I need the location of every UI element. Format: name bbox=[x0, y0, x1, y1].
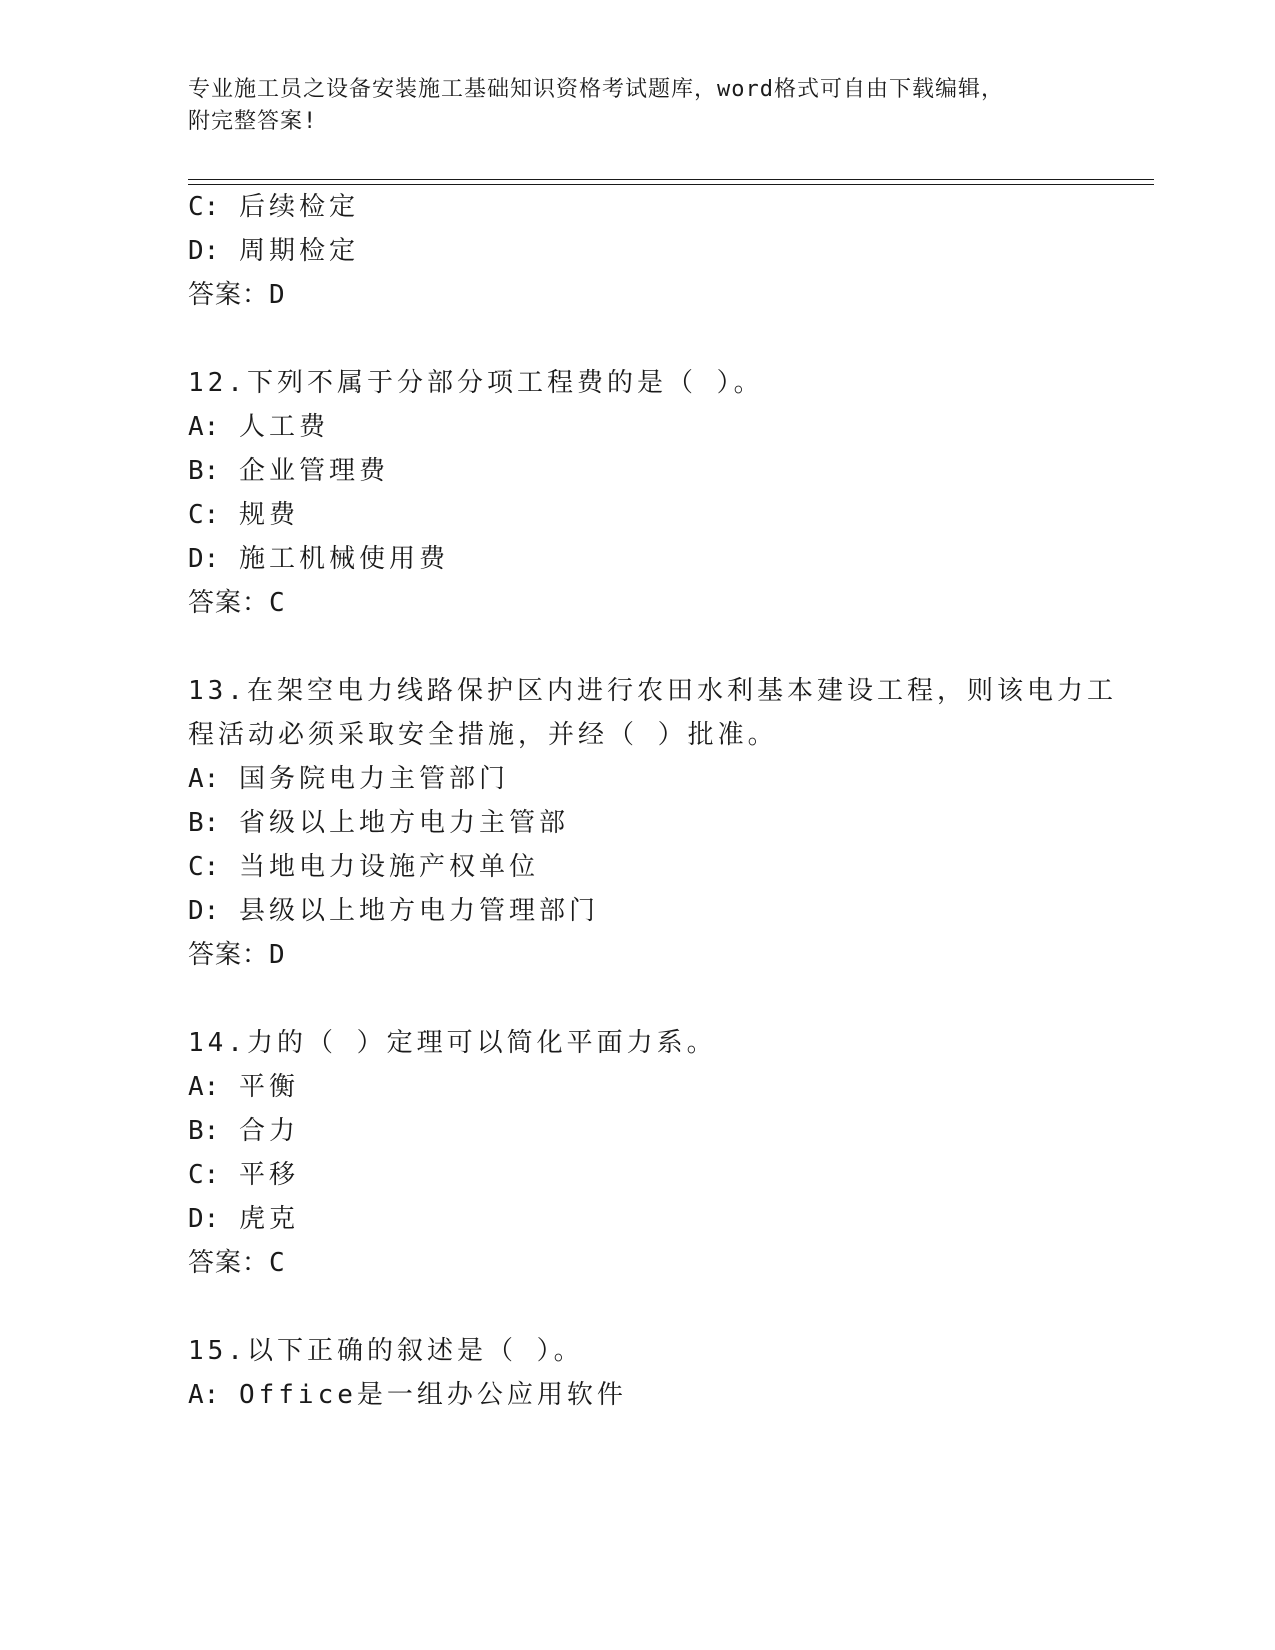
option-letter: C: bbox=[188, 852, 220, 882]
q12-option-c bbox=[188, 498, 299, 532]
option-text: 平移 bbox=[238, 1160, 299, 1190]
option-letter: C: bbox=[188, 1160, 220, 1190]
q14-option-d bbox=[188, 1202, 299, 1236]
header-line-1: 专业施工员之设备安装施工基础知识资格考试题库，word格式可自由下载编辑， bbox=[188, 77, 1004, 102]
option-text: 虎克 bbox=[238, 1204, 299, 1234]
option-letter: D: bbox=[188, 896, 220, 926]
option-text: 合力 bbox=[238, 1116, 299, 1146]
answer-value: C bbox=[269, 588, 286, 618]
q14-stem: 14.力的（ ）定理可以简化平面力系。 bbox=[188, 1028, 717, 1058]
q13-option-d bbox=[188, 894, 599, 928]
option-letter: A: bbox=[188, 412, 220, 442]
header-divider-top bbox=[188, 179, 1154, 180]
option-text: 后续检定 bbox=[238, 192, 359, 222]
answer-label: 答案： bbox=[188, 588, 270, 618]
q12-option-d bbox=[188, 542, 449, 576]
q12-option-b bbox=[188, 454, 389, 488]
q12-option-a bbox=[188, 410, 329, 444]
option-text: 企业管理费 bbox=[238, 456, 389, 486]
answer-value: D bbox=[269, 280, 286, 310]
q14-answer bbox=[188, 1246, 286, 1280]
option-text: 当地电力设施产权单位 bbox=[238, 852, 539, 882]
answer-value: D bbox=[269, 940, 286, 970]
answer-value: C bbox=[269, 1248, 286, 1278]
option-letter: A: bbox=[188, 764, 220, 794]
option-letter: C: bbox=[188, 500, 220, 530]
option-letter: B: bbox=[188, 1116, 220, 1146]
q13-stem-line-2: 程活动必须采取安全措施，并经（ ）批准。 bbox=[188, 720, 778, 750]
answer-label: 答案： bbox=[188, 1248, 270, 1278]
option-letter: A: bbox=[188, 1380, 220, 1410]
q13-option-c bbox=[188, 850, 539, 884]
q15-option-a bbox=[188, 1378, 627, 1412]
option-text: 县级以上地方电力管理部门 bbox=[238, 896, 599, 926]
option-text: 施工机械使用费 bbox=[238, 544, 449, 574]
option-text: 人工费 bbox=[238, 412, 329, 442]
q12-stem: 12.下列不属于分部分项工程费的是（ ）。 bbox=[188, 368, 764, 398]
option-letter: B: bbox=[188, 456, 220, 486]
q11-option-d bbox=[188, 234, 359, 268]
answer-label: 答案： bbox=[188, 940, 270, 970]
header-line-2: 附完整答案! bbox=[188, 109, 318, 134]
answer-label: 答案： bbox=[188, 280, 270, 310]
option-text: 周期检定 bbox=[238, 236, 359, 266]
option-text: 平衡 bbox=[238, 1072, 299, 1102]
q11-option-c bbox=[188, 190, 359, 224]
option-letter: D: bbox=[188, 544, 220, 574]
q12-answer bbox=[188, 586, 286, 620]
header-divider-bottom bbox=[188, 184, 1154, 185]
option-letter: A: bbox=[188, 1072, 220, 1102]
q15-stem: 15.以下正确的叙述是（ ）。 bbox=[188, 1336, 584, 1366]
option-text: 省级以上地方电力主管部 bbox=[238, 808, 569, 838]
q13-stem-line-1: 13.在架空电力线路保护区内进行农田水利基本建设工程，则该电力工 bbox=[188, 676, 1117, 706]
document-header bbox=[188, 74, 1088, 138]
option-letter: D: bbox=[188, 236, 220, 266]
q13-option-a bbox=[188, 762, 509, 796]
q14-option-b bbox=[188, 1114, 299, 1148]
q14-option-a bbox=[188, 1070, 299, 1104]
option-text: 国务院电力主管部门 bbox=[238, 764, 509, 794]
option-text: Office是一组办公应用软件 bbox=[238, 1380, 627, 1410]
option-text: 规费 bbox=[238, 500, 299, 530]
q13-option-b bbox=[188, 806, 569, 840]
q13-answer bbox=[188, 938, 286, 972]
option-letter: C: bbox=[188, 192, 220, 222]
q11-answer bbox=[188, 278, 286, 312]
option-letter: B: bbox=[188, 808, 220, 838]
option-letter: D: bbox=[188, 1204, 220, 1234]
q14-option-c bbox=[188, 1158, 299, 1192]
